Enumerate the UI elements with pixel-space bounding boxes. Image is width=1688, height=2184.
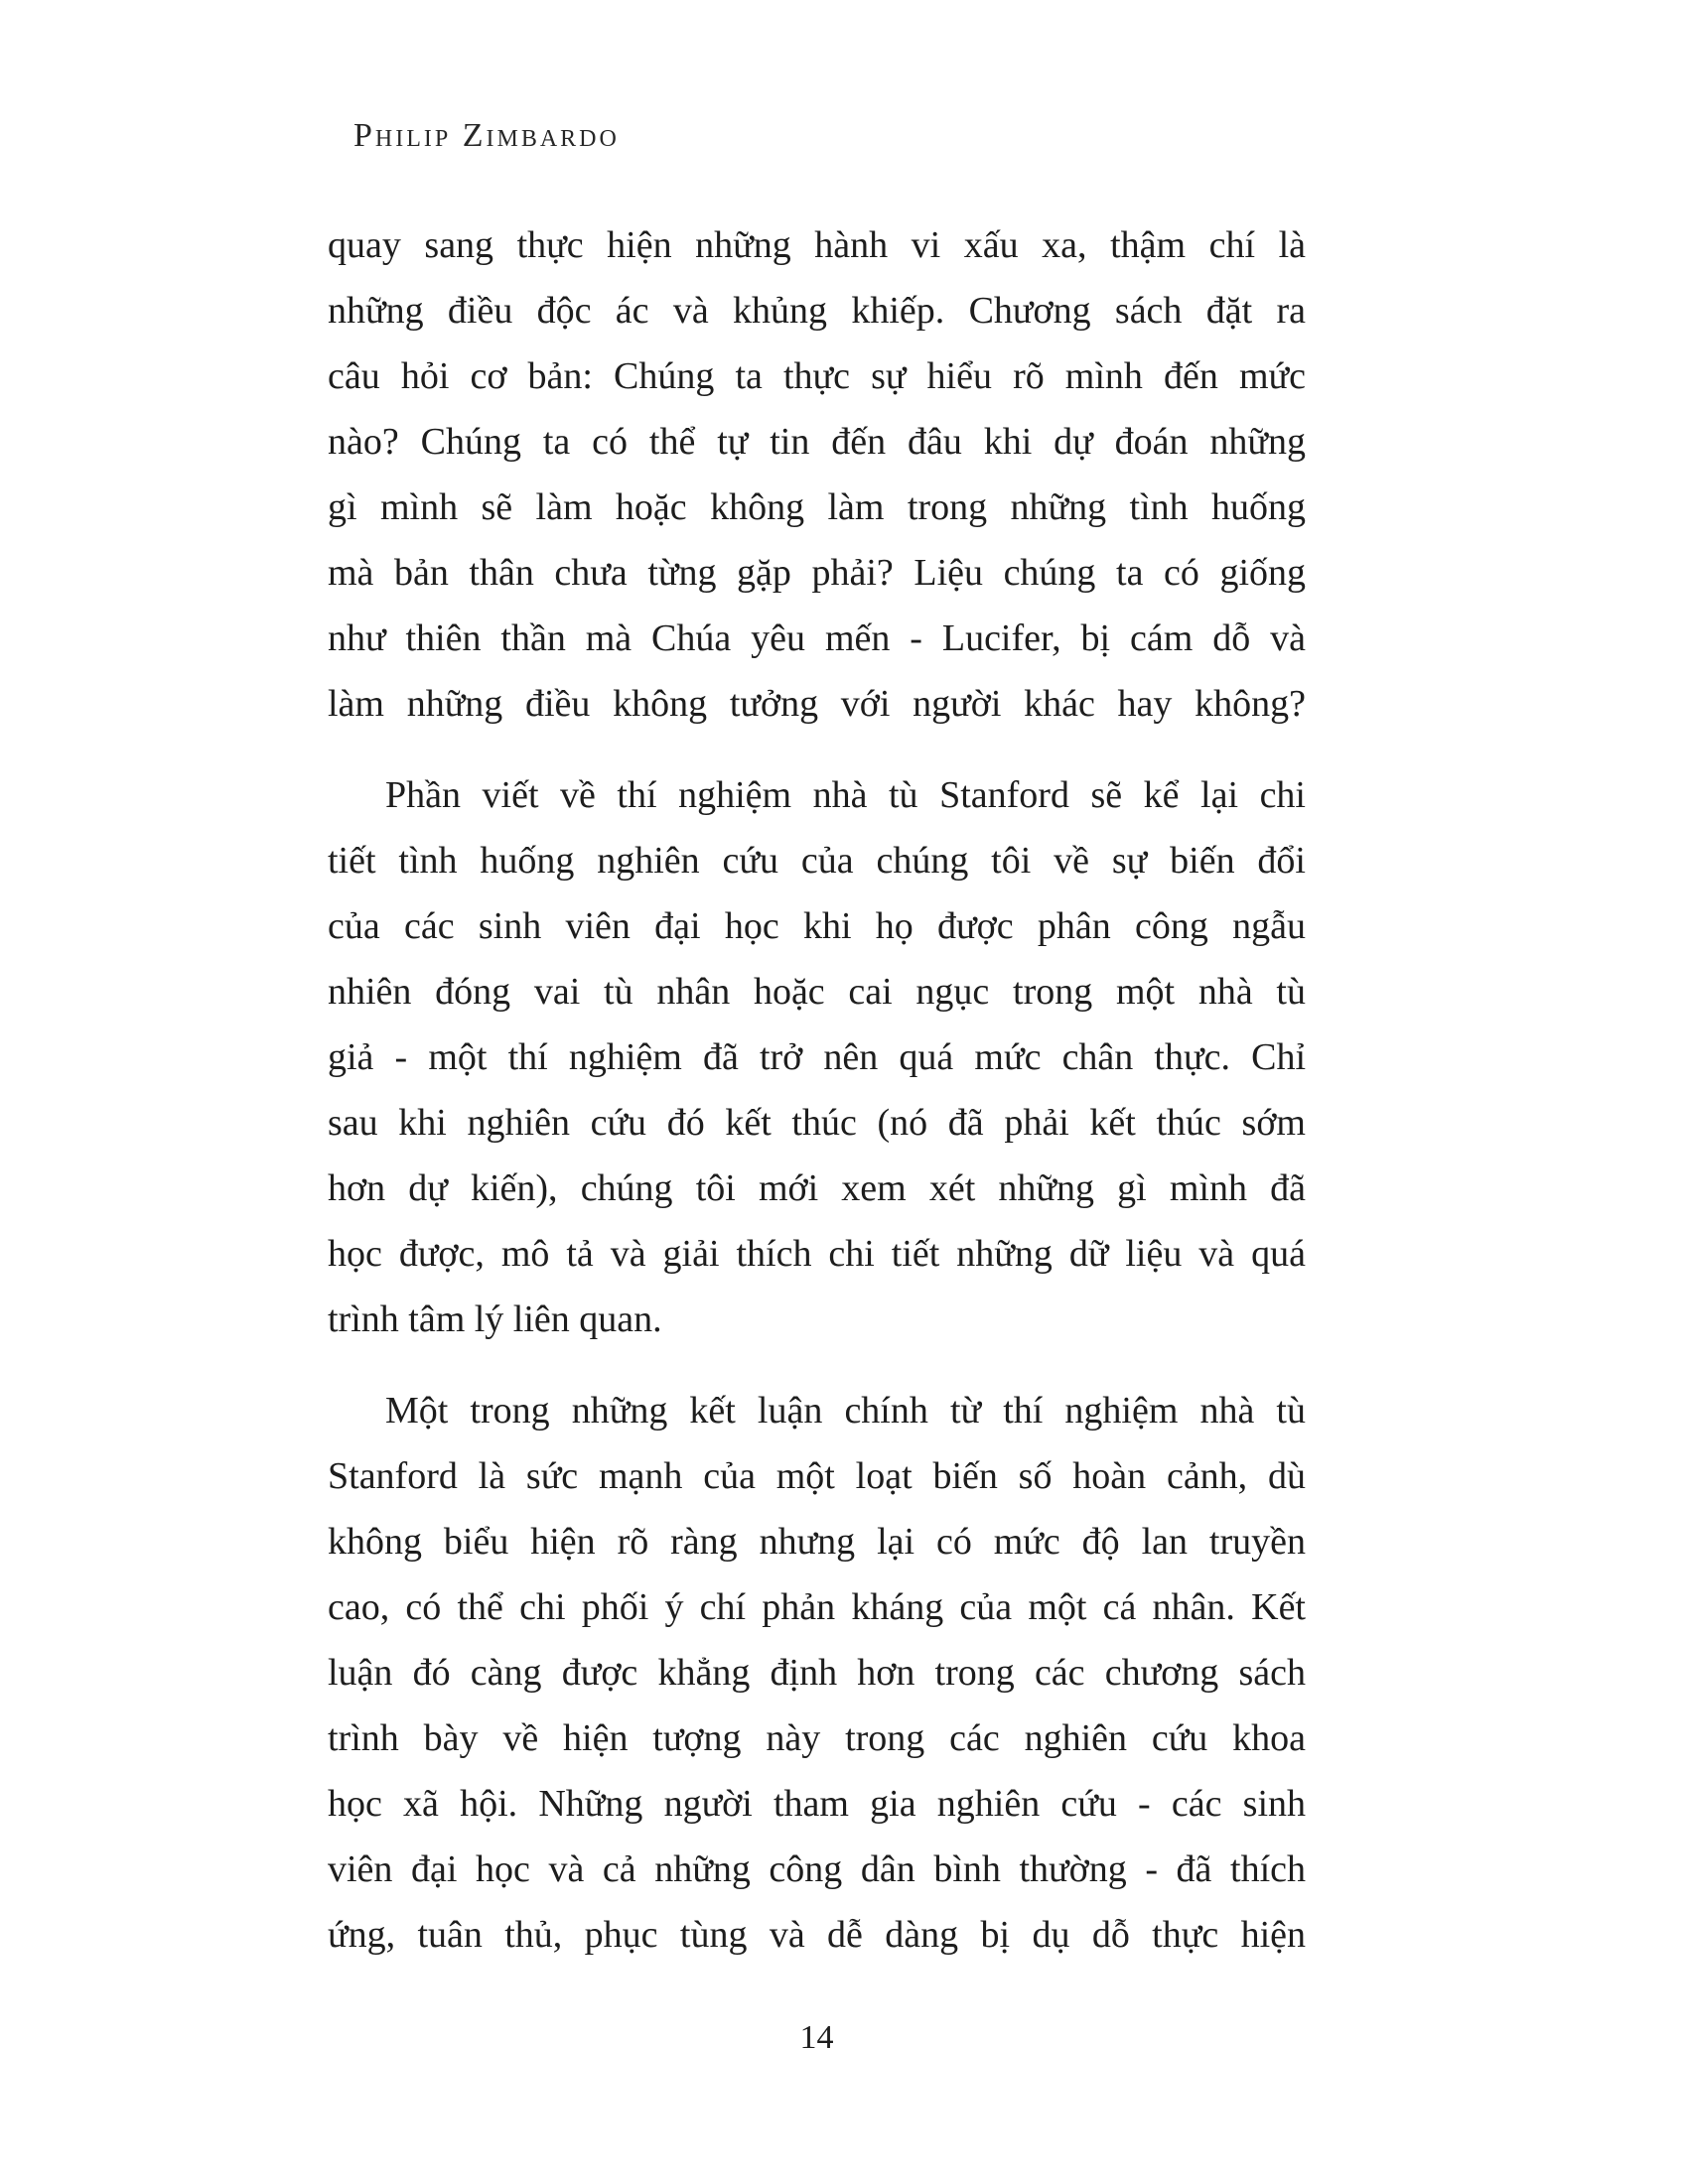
paragraph-3 (328, 1378, 1306, 1968)
text-line: Phần viết về thí nghiệm nhà tù Stanford sẽ kể lại chi (385, 774, 1306, 816)
text-line: trình bày về hiện tượng này trong các nghiên cứu khoa (328, 1717, 1306, 1759)
text-line: viên đại học và cả những công dân bình thường - đã thích (328, 1848, 1306, 1890)
text-line: của các sinh viên đại học khi họ được phân công ngẫu (328, 905, 1306, 947)
text-line: những điều độc ác và khủng khiếp. Chương sách đặt ra (328, 290, 1306, 332)
text-line: Một trong những kết luận chính từ thí nghiệm nhà tù (385, 1390, 1306, 1432)
text-line: mà bản thân chưa từng gặp phải? Liệu chúng ta có giống (328, 552, 1306, 594)
text-line: học xã hội. Những người tham gia nghiên cứu - các sinh (328, 1783, 1306, 1825)
paragraph-1 (328, 212, 1306, 737)
text-line: sau khi nghiên cứu đó kết thúc (nó đã phải kết thúc sớm (328, 1102, 1306, 1144)
text-line: ứng, tuân thủ, phục tùng và dễ dàng bị dụ dỗ thực hiện (328, 1914, 1306, 1956)
text-line: như thiên thần mà Chúa yêu mến - Lucifer, bị cám dỗ và (328, 617, 1306, 659)
text-line: hơn dự kiến), chúng tôi mới xem xét những gì mình đã (328, 1167, 1306, 1209)
text-line: học được, mô tả và giải thích chi tiết những dữ liệu và quá (328, 1233, 1306, 1275)
text-line: luận đó càng được khẳng định hơn trong các chương sách (328, 1652, 1306, 1694)
text-line: giả - một thí nghiệm đã trở nên quá mức chân thực. Chỉ (328, 1036, 1306, 1078)
text-line: nhiên đóng vai tù nhân hoặc cai ngục trong một nhà tù (328, 971, 1306, 1013)
text-line: cao, có thể chi phối ý chí phản kháng của một cá nhân. Kết (328, 1586, 1306, 1628)
body-text (328, 212, 1306, 1968)
paragraph-2 (328, 762, 1306, 1352)
text-line: quay sang thực hiện những hành vi xấu xa, thậm chí là (328, 224, 1306, 266)
running-header: Philip Zimbardo (353, 117, 620, 154)
text-line: làm những điều không tưởng với người khác hay không? (328, 683, 1306, 725)
text-line: gì mình sẽ làm hoặc không làm trong những tình huống (328, 486, 1306, 528)
text-line: không biểu hiện rõ ràng nhưng lại có mức độ lan truyền (328, 1521, 1306, 1563)
text-line: Stanford là sức mạnh của một loạt biến số hoàn cảnh, dù (328, 1455, 1306, 1497)
text-line: tiết tình huống nghiên cứu của chúng tôi về sự biến đổi (328, 840, 1306, 882)
text-line: trình tâm lý liên quan. (328, 1298, 662, 1340)
text-line: câu hỏi cơ bản: Chúng ta thực sự hiểu rõ mình đến mức (328, 355, 1306, 397)
text-line: nào? Chúng ta có thể tự tin đến đâu khi dự đoán những (328, 421, 1306, 463)
page-number: 14 (799, 2019, 834, 2056)
